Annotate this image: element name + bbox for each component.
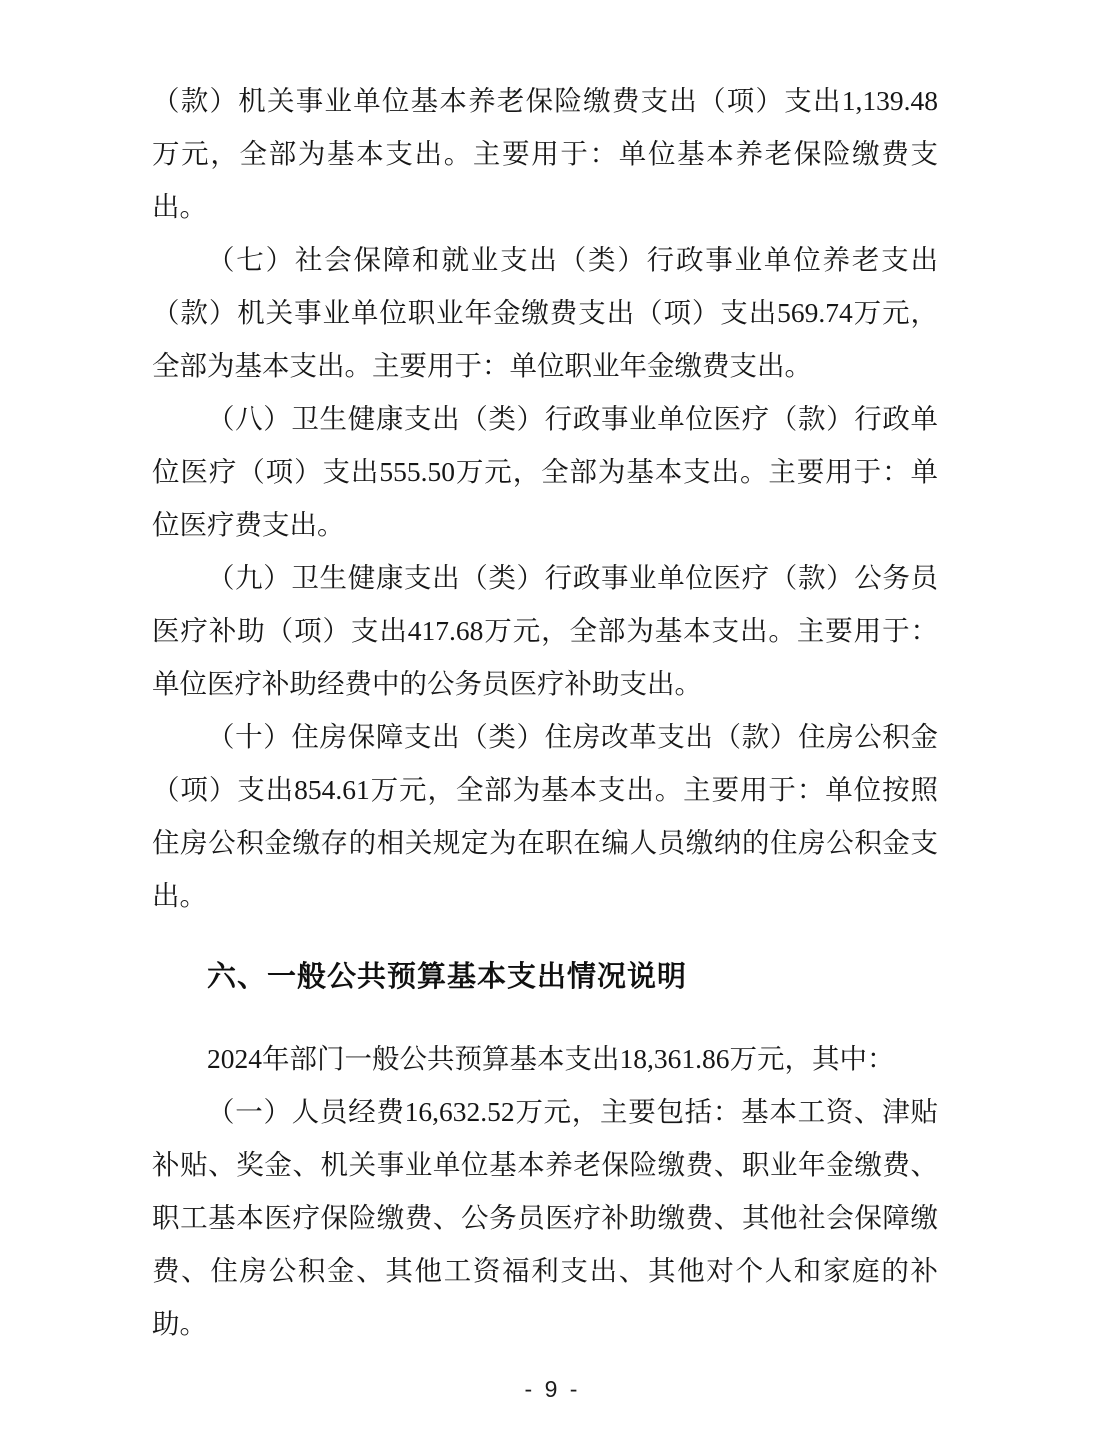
- text-line: 出。: [152, 880, 207, 911]
- text-line: （一）人员经费16,632.52万元，主要包括：基本工资、津贴: [207, 1096, 938, 1127]
- paragraph-pension-contribution: [152, 74, 938, 233]
- text-line: （项）支出854.61万元，全部为基本支出。主要用于：单位按照: [152, 774, 938, 805]
- text-line: （款）机关事业单位职业年金缴费支出（项）支出569.74万元，: [152, 297, 938, 328]
- text-line: （款）机关事业单位基本养老保险缴费支出（项）支出1,139.48: [152, 85, 938, 116]
- text-line: 助。: [152, 1308, 207, 1339]
- paragraph-item-ten-housing-fund: [152, 710, 938, 922]
- page-number: - 9 -: [524, 1376, 581, 1402]
- text-line: 医疗补助（项）支出417.68万元，全部为基本支出。主要用于：: [152, 615, 938, 646]
- document-body: [152, 74, 938, 1350]
- section-six-heading: 六、一般公共预算基本支出情况说明: [207, 961, 688, 993]
- paragraph-item-seven-annuity: [152, 233, 938, 392]
- text-line: 位医疗（项）支出555.50万元，全部为基本支出。主要用于：单: [152, 456, 938, 487]
- text-line: （八）卫生健康支出（类）行政事业单位医疗（款）行政单: [207, 403, 938, 434]
- text-line: 补贴、奖金、机关事业单位基本养老保险缴费、职业年金缴费、: [152, 1149, 938, 1180]
- text-line: 职工基本医疗保险缴费、公务员医疗补助缴费、其他社会保障缴: [152, 1202, 938, 1233]
- text-line: 住房公积金缴存的相关规定为在职在编人员缴纳的住房公积金支: [152, 827, 938, 858]
- text-line: 位医疗费支出。: [152, 509, 345, 540]
- text-line: （九）卫生健康支出（类）行政事业单位医疗（款）公务员: [207, 562, 938, 593]
- paragraph-item-nine-civil-servant-medical: [152, 551, 938, 710]
- paragraph-basic-expenditure-total: [152, 1032, 938, 1085]
- text-line: 万元，全部为基本支出。主要用于：单位基本养老保险缴费支: [152, 138, 938, 169]
- text-line: （七）社会保障和就业支出（类）行政事业单位养老支出: [207, 244, 938, 275]
- text-line: （十）住房保障支出（类）住房改革支出（款）住房公积金: [207, 721, 938, 752]
- text-line: 出。: [152, 191, 207, 222]
- paragraph-item-one-personnel: [152, 1085, 938, 1350]
- text-line: 费、住房公积金、其他工资福利支出、其他对个人和家庭的补: [152, 1255, 938, 1286]
- text-line: 单位医疗补助经费中的公务员医疗补助支出。: [152, 668, 702, 699]
- text-line: 全部为基本支出。主要用于：单位职业年金缴费支出。: [152, 350, 812, 381]
- text-line: 2024年部门一般公共预算基本支出18,361.86万元，其中：: [207, 1043, 895, 1074]
- paragraph-item-eight-admin-medical: [152, 392, 938, 551]
